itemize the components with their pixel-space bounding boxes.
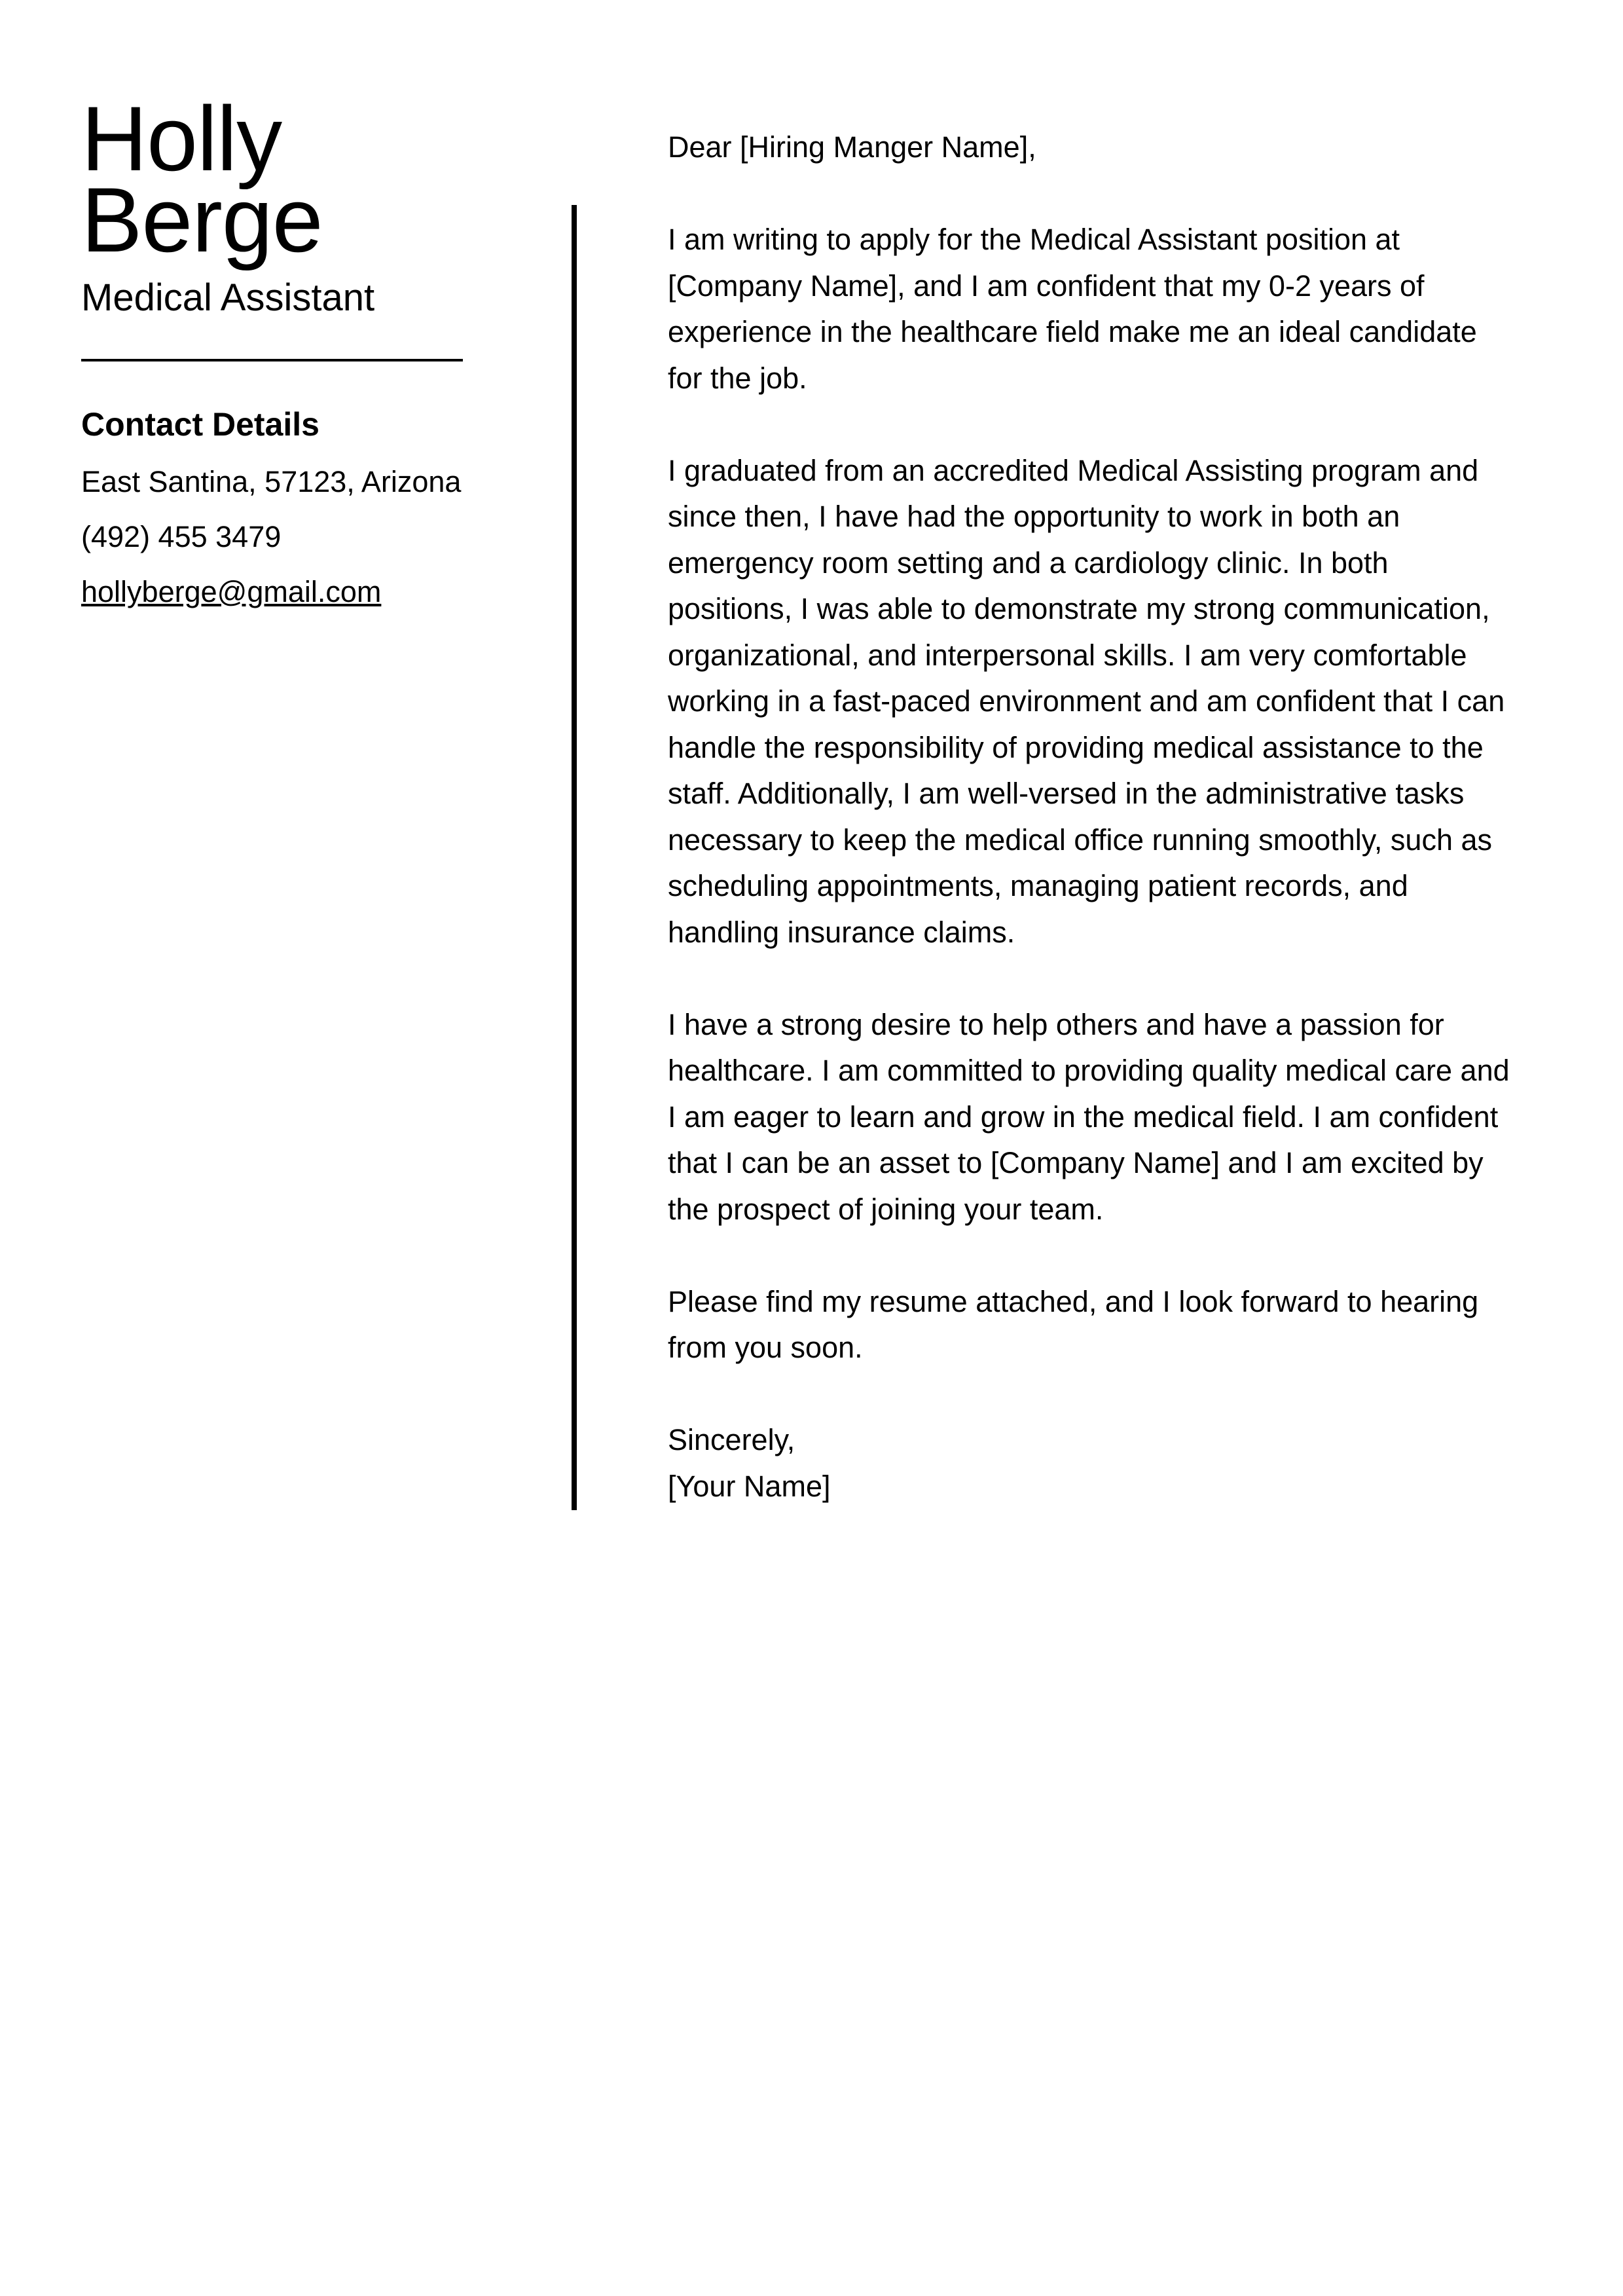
closing: Sincerely, bbox=[668, 1423, 795, 1456]
column-divider bbox=[572, 205, 577, 1510]
first-name: Holly bbox=[81, 87, 282, 190]
salutation: Dear [Hiring Manger Name], bbox=[668, 130, 1036, 164]
header-divider bbox=[81, 359, 463, 361]
contact-address: East Santina, 57123, Arizona bbox=[81, 465, 462, 498]
job-title: Medical Assistant bbox=[81, 276, 375, 319]
letter-paragraph-4: Please find my resume attached, and I look forward to hearing from you soon. bbox=[668, 1284, 1479, 1364]
last-name: Berge bbox=[81, 168, 323, 271]
sidebar bbox=[81, 87, 474, 610]
signature: [Your Name] bbox=[668, 1469, 831, 1503]
letter-paragraph-1: I am writing to apply for the Medical Assistant position at [Company Name], and I am confident that my 0-2 years of experience in the healthcare field make me an ideal candidate for the job. bbox=[668, 223, 1477, 395]
letter-paragraph-3: I have a strong desire to help others and have a passion for healthcare. I am committed to providing quality medical care and I am eager to learn and grow in the medical field. I am confident that I can be an asset to [Company Name] and I am excited by the prospect of joining your team. bbox=[668, 1007, 1510, 1226]
letter-body bbox=[668, 124, 1519, 1509]
contact-phone: (492) 455 3479 bbox=[81, 520, 282, 553]
letter-paragraph-2: I graduated from an accredited Medical Assisting program and since then, I have had the opportunity to work in both an emergency room setting and a cardiology clinic. In both positions, I was able to demonstrate my strong communication, organizational, and interpersonal skills. I am very comfortable working in a fast-paced environment and am confident that I can handle the responsibility of providing medical assistance to the staff. Additionally, I am well-versed in the administrative tasks necessary to keep the medical office running smoothly, such as scheduling appointments, managing patient records, and handling insurance claims. bbox=[668, 453, 1505, 949]
contact-email-link[interactable]: hollyberge@gmail.com bbox=[81, 575, 382, 608]
contact-heading: Contact Details bbox=[81, 406, 319, 443]
